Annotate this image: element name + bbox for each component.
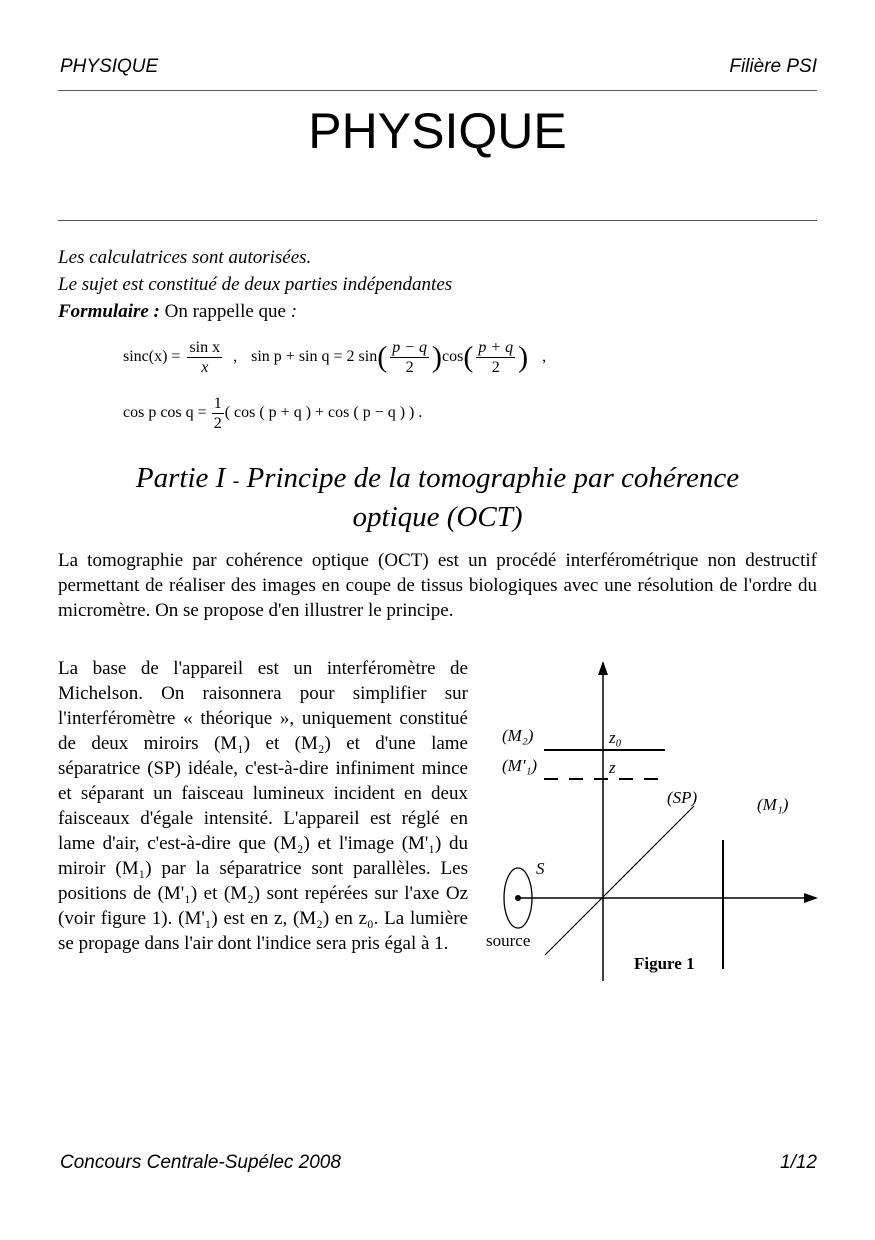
label-sp: (SP) [667,788,698,807]
label-m1: (M₁) [757,795,789,814]
sum-fraction-2-den: 2 [491,359,500,376]
header-subject: PHYSIQUE [60,56,159,77]
intro-line-parts: Le sujet est constitué de deux parties indépendantes [58,274,453,295]
sinc-numerator: sin x [189,339,221,356]
intro-block [58,244,452,325]
formulaire-text: On rappelle que [164,301,286,322]
label-source: source [486,931,531,950]
label-m2: (M₂) [502,726,534,745]
sinc-lhs: sinc(x) = [123,348,181,366]
header-rule [58,90,817,91]
prod-denominator: 2 [213,415,222,432]
label-m1-prime: (M'₁) [502,756,538,775]
sinc-denominator: x [201,359,209,376]
paragraph-michelson: La base de l'appareil est un interféromètre de Michelson. On raisonnera pour simplifier sur l'interféromètre « théorique », uniquement constitué de deux miroirs (M₁) et (M₂) et d'une lame séparatrice (SP) idéale, c'est-à-dire infiniment mince et séparant un faisceau lumineux incident en deux faisceaux d'égale intensité. L'appareil est réglé en lame d'air, c'est-à-dire que (M₂) et l'image (M'₁) du miroir (M₁) par la séparatrice sont parallèles. Les positions de (M'₁) et (M₂) sont repérées sur l'axe Oz (voir figure 1). (M'₁) est en z, (M₂) en z₀. La lumière se propage dans l'air dont l'indice sera pris égal à 1. [58,658,468,954]
paragraph-oct: La tomographie par cohérence optique (OCT) est un procédé interférométrique non destructif permettant de réaliser des images en coupe de tissus biologiques avec une résolution de l'ordre du micromètre. On se propose d'en illustrer le principe. [58,550,817,621]
label-z0: z₀ [609,728,622,747]
sum-fraction-2-num: p + q [478,339,514,356]
label-s: S [536,859,545,878]
prod-numerator: 1 [213,395,222,412]
header-track: Filière PSI [729,56,817,77]
part-1-title [58,460,817,535]
source-point [515,895,521,901]
prod-fraction [212,394,224,433]
formulaire-label: Formulaire : [58,301,160,322]
intro-formulaire [58,298,452,325]
page-title: PHYSIQUE [308,103,567,159]
prod-lhs: cos p cos q = [123,404,207,422]
label-z: z [609,758,616,777]
sinc-fraction [187,338,222,377]
figure-caption: Figure 1 [634,954,695,973]
part-1-title-line-2: optique (OCT) [352,501,523,533]
figure-1-diagram [482,655,822,985]
sum-fraction-1-num: p − q [392,339,427,356]
sum-mid: cos [441,348,464,366]
footer-contest: Concours Centrale-Supélec 2008 [60,1152,341,1173]
part-1-title-line-1: Principe de la tomographie par cohérence [246,462,740,494]
intro-line-calculators: Les calculatrices sont autorisées. [58,247,312,268]
sum-lhs: sin p + sin q = 2 sin [251,348,378,366]
separator-sp [545,806,694,955]
formula-line-2 [123,394,422,433]
formula-line-1: sinc(x) = $\frac{\text{sin x}}{x}$ , sin p + sin q = 2 sin( $\frac{p - q}{2}$ )cos( $\frac{p + q}{2}$ ) , [123,339,547,376]
footer-page-number: 1/12 [780,1152,817,1173]
part-1-dash: - [232,470,240,492]
formulaire-colon: : [290,301,298,322]
title-rule [58,220,817,221]
sum-fraction-2 [476,338,515,377]
part-1-number: Partie I [135,462,226,494]
sum-fraction-1 [390,338,429,377]
prod-rhs: ( cos ( p + q ) + cos ( p − q ) ) . [224,404,423,422]
sum-fraction-1-den: 2 [405,359,414,376]
